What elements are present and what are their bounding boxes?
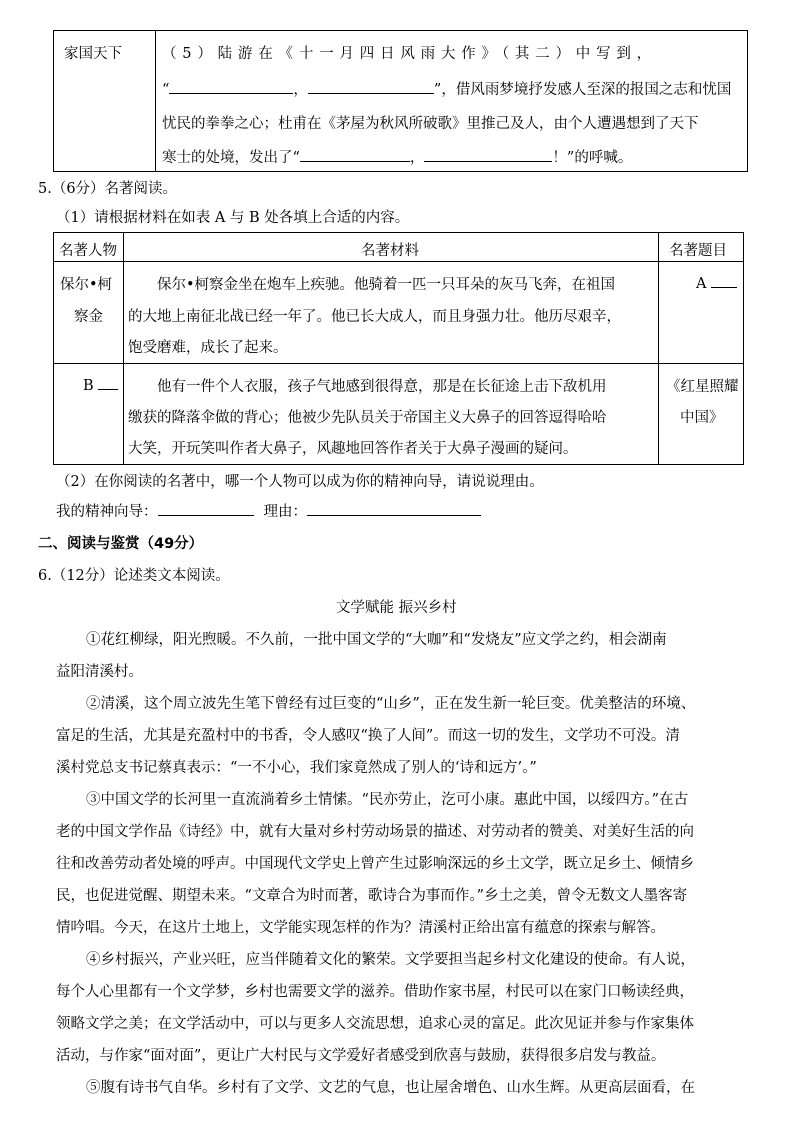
article-line: ③中国文学的长河里一直流淌着乡土情愫。“民亦劳止，汔可小康。惠此中国，以绥四方。”在古: [86, 792, 689, 808]
question-subitem: （2）在你阅读的名著中，哪一个人物可以成为你的精神向导，请说说理由。: [56, 474, 544, 490]
reason-answer-blank[interactable]: [307, 501, 481, 516]
article-line: 溪村党总支书记蔡真表示：“一不小心，我们家竟然成了别人的‘诗和远方’。”: [56, 760, 537, 776]
article-line: 情吟唱。今天，在这片土地上，文学能实现怎样的作为？清溪村正给出富有蕴意的探索与解答。: [56, 920, 665, 936]
famous-book-table: [53, 232, 744, 465]
person-cell: 察金: [74, 309, 103, 325]
article-line: 领略文学之美；在文学活动中，可以与更多人交流思想，追求心灵的富足。此次见证并参与作家集体: [56, 1016, 694, 1032]
table-divider: [54, 261, 743, 262]
answer-blank[interactable]: [711, 273, 737, 288]
title-cell-a: A: [696, 273, 737, 292]
column-header: 名著人物: [59, 243, 117, 259]
article-line: 每个人心里都有一个文学梦，乡村也需要文学的滋养。借助作家书屋，村民可以在家门口畅读经典，: [56, 984, 694, 1000]
answer-blank[interactable]: [98, 375, 118, 390]
question-line: “ ， ”，借风雨梦境抒发感人至深的报国之志和忧国: [162, 78, 731, 99]
question-heading: 5.（6分）名著阅读。: [38, 181, 178, 197]
table-divider: [123, 233, 124, 464]
question-line: 寒士的处境，发出了“ ， ！”的呼喊。: [162, 146, 632, 167]
person-cell: 保尔•柯: [60, 277, 113, 293]
question-subitem: （1）请根据材料在如表 A 与 B 处各填上合适的内容。: [56, 210, 410, 226]
question-heading: 6.（12分）论述类文本阅读。: [38, 568, 230, 584]
article-line: ①花红柳绿，阳光煦暖。不久前，一批中国文学的“大咖”和“发烧友”应文学之约，相会湖南: [86, 632, 667, 648]
table-divider: [658, 233, 659, 464]
article-line: 民，也促进觉醒、期望未来。“文章合为时而著，歌诗合为事而作。”乡土之美，曾令无数文人墨客寄: [56, 888, 688, 904]
article-line: 往和改善劳动者处境的呼声。中国现代文学史上曾产生过影响深远的乡土文学，既立足乡土、倾情乡: [56, 856, 694, 872]
material-line: 他有一件个人衣服，孩子气地感到很得意，那是在长征途上击下敌机用: [157, 379, 607, 395]
material-line: 的大地上南征北战已经一年了。他已长大成人，而且身强力壮。他历尽艰辛，: [128, 309, 621, 325]
guide-answer-blank[interactable]: [158, 501, 254, 516]
material-line: 缴获的降落伞做的背心；他被少先队员关于帝国主义大鼻子的回答逗得哈哈: [128, 410, 607, 426]
poem-fill-table: [53, 30, 748, 172]
table-divider: [155, 31, 156, 171]
person-cell-b: B: [83, 375, 118, 394]
material-line: 大笑，开玩笑叫作者大鼻子，风趣地回答作者关于大鼻子漫画的疑问。: [128, 441, 578, 457]
table-divider: [54, 363, 743, 364]
question-line: （5）陆游在《十一月四日风雨大作》（其二）中写到，: [162, 46, 657, 62]
article-line: ④乡村振兴，产业兴旺，应当伴随着文化的繁荣。文学要担当起乡村文化建设的使命。有人说，: [86, 952, 695, 968]
answer-line: 我的精神向导： 理由：: [56, 500, 481, 521]
section-heading: 二、阅读与鉴赏（49分）: [38, 536, 204, 552]
answer-blank[interactable]: [424, 147, 552, 162]
answer-blank[interactable]: [308, 79, 434, 94]
article-line: ⑤腹有诗书气自华。乡村有了文学、文艺的气息，也让屋舍增色、山水生辉。从更高层面看，在: [86, 1080, 695, 1096]
question-line: 忧民的拳拳之心；杜甫在《茅屋为秋风所破歌》里推己及人，由个人遭遇想到了天下: [162, 116, 699, 132]
title-cell: 《红星照耀: [666, 379, 739, 395]
answer-blank[interactable]: [169, 79, 293, 94]
table-category: 家国天下: [64, 46, 122, 62]
column-header: 名著题目: [669, 243, 727, 259]
article-line: 益阳清溪村。: [56, 664, 143, 680]
article-line: 活动，与作家“面对面”，更让广大村民与文学爱好者感受到欣喜与鼓励，获得很多启发与教益。: [56, 1048, 666, 1064]
title-cell: 中国》: [680, 410, 724, 426]
article-line: 老的中国文学作品《诗经》中，就有大量对乡村劳动场景的描述、对劳动者的赞美、对美好生活的向: [56, 824, 694, 840]
article-line: 富足的生活，尤其是充盈村中的书香，令人感叹“换了人间”。而这一切的发生，文学功不可没。清: [56, 728, 680, 744]
material-line: 保尔•柯察金坐在炮车上疾驰。他骑着一匹一只耳朵的灰马飞奔，在祖国: [157, 277, 616, 293]
column-header: 名著材料: [361, 243, 419, 259]
material-line: 饱受磨难，成长了起来。: [128, 340, 288, 356]
article-title: 文学赋能 振兴乡村: [336, 600, 457, 616]
article-line: ②清溪，这个周立波先生笔下曾经有过巨变的“山乡”，正在发生新一轮巨变。优美整洁的环境、: [86, 696, 696, 712]
answer-blank[interactable]: [300, 147, 410, 162]
